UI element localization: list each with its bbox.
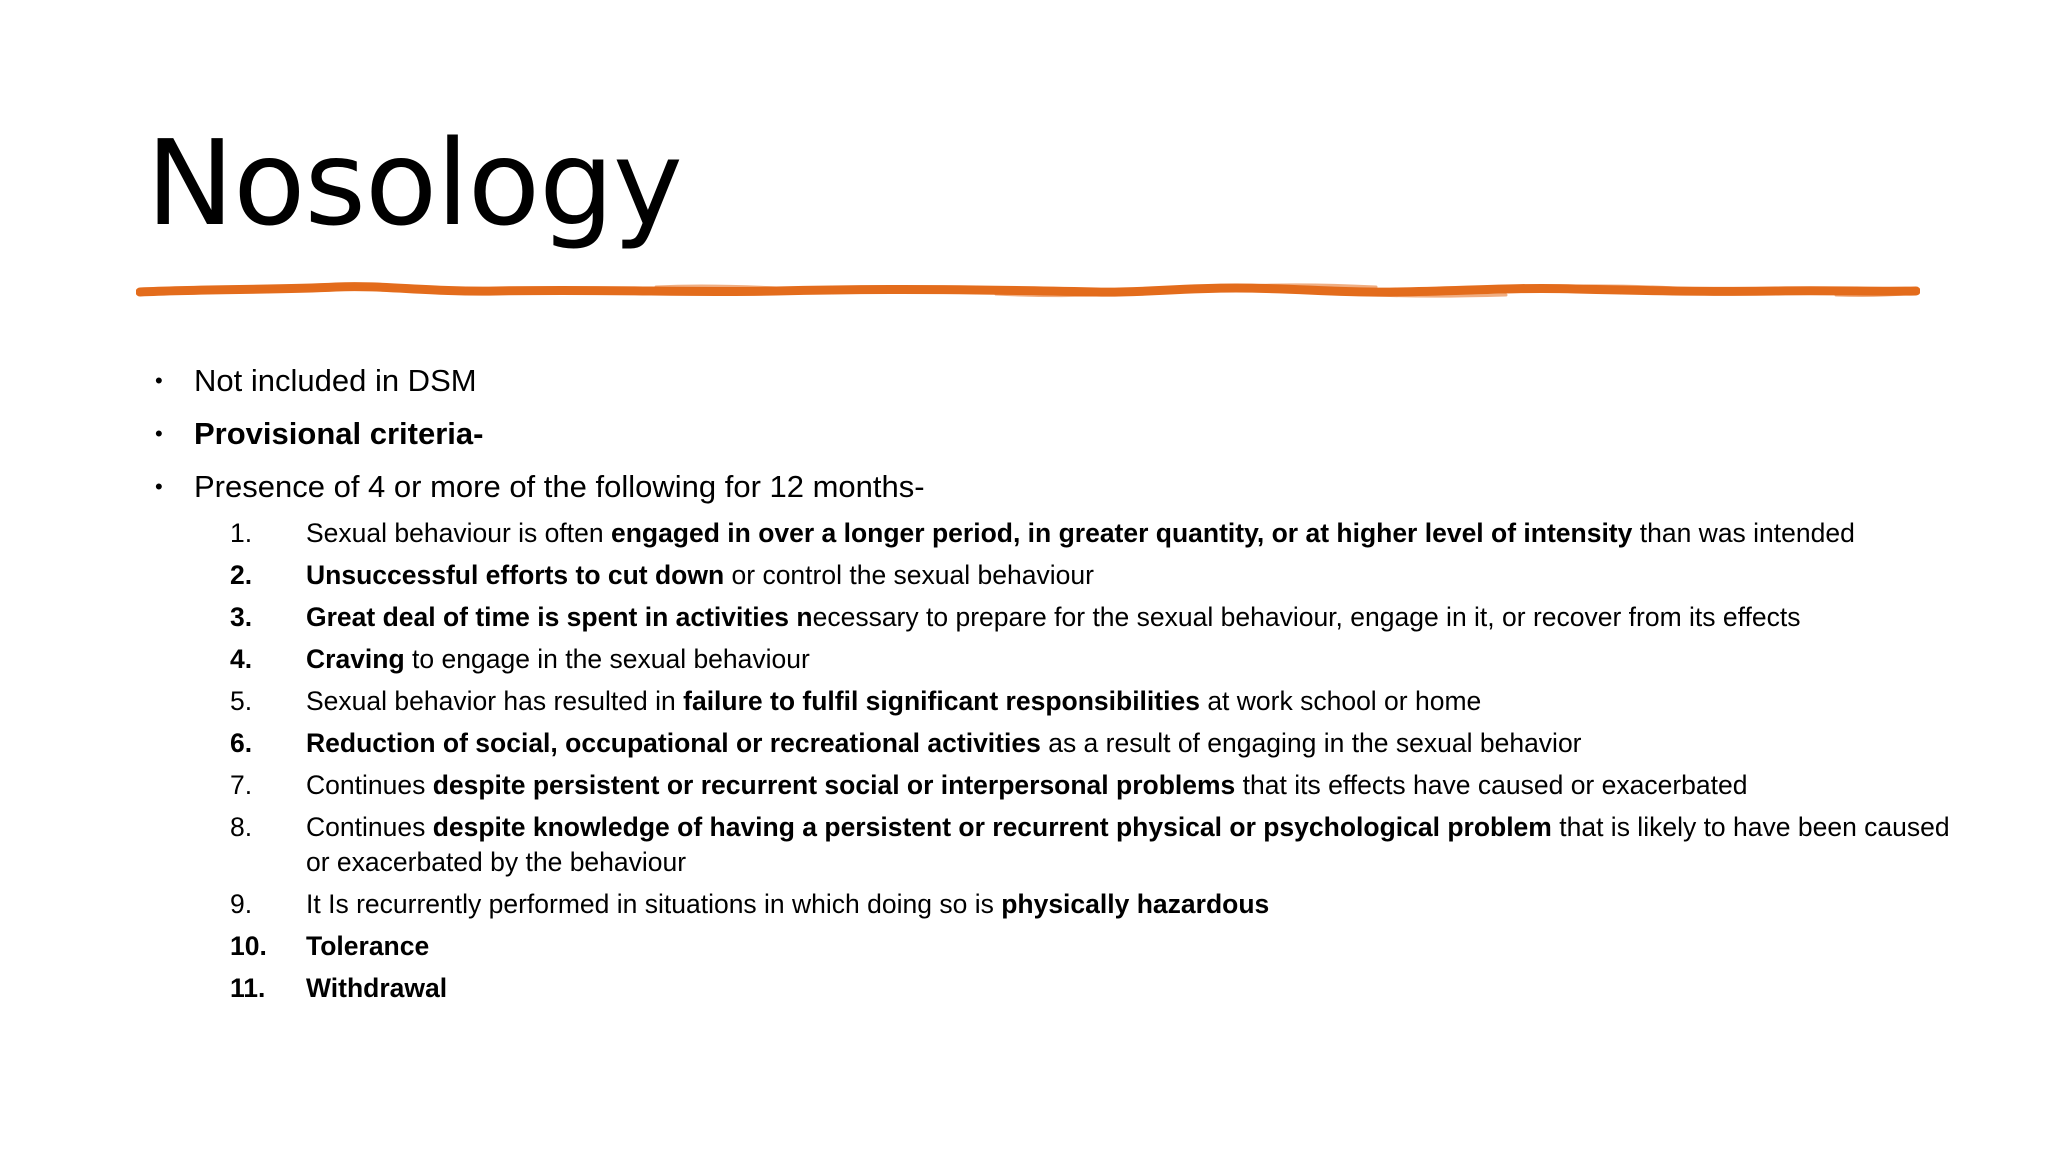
criteria-number: 9. bbox=[230, 889, 253, 919]
criteria-text-segment: that its effects have caused or exacerbated bbox=[1235, 770, 1748, 800]
criteria-text-emphasis: despite knowledge of having a persistent or recurrent physical or psychological problem bbox=[432, 812, 1552, 842]
bullet-item-provisional-criteria bbox=[152, 415, 1932, 453]
bullet-dot-icon: • bbox=[155, 421, 163, 446]
bullet-dot-icon: • bbox=[155, 474, 163, 499]
bullet-text: Not included in DSM bbox=[194, 363, 477, 398]
criteria-item bbox=[230, 810, 1950, 880]
criteria-text bbox=[306, 602, 1800, 632]
criteria-number: 6. bbox=[230, 728, 253, 758]
criteria-text bbox=[306, 728, 1582, 758]
criteria-item bbox=[230, 684, 1950, 719]
criteria-item bbox=[230, 642, 1950, 677]
criteria-text-emphasis: Tolerance bbox=[306, 931, 430, 961]
criteria-item bbox=[230, 600, 1950, 635]
bullet-text: Presence of 4 or more of the following for 12 months- bbox=[194, 469, 925, 504]
criteria-item bbox=[230, 726, 1950, 761]
criteria-text-emphasis: engaged in over a longer period, in greater quantity, or at higher level of intensity bbox=[610, 518, 1633, 548]
criteria-text bbox=[306, 686, 1481, 716]
criteria-number: 1. bbox=[230, 518, 253, 548]
criteria-text-segment: to engage in the sexual behaviour bbox=[404, 644, 810, 674]
title-underline-decoration bbox=[136, 278, 1920, 304]
criteria-text-emphasis: despite persistent or recurrent social or interpersonal problems bbox=[432, 770, 1236, 800]
bullet-item-presence-of-criteria bbox=[152, 468, 1932, 506]
criteria-text bbox=[306, 889, 1269, 919]
criteria-number: 7. bbox=[230, 770, 253, 800]
criteria-text-segment: Sexual behavior has resulted in bbox=[306, 686, 684, 716]
criteria-text bbox=[306, 518, 1855, 548]
criteria-text bbox=[306, 973, 447, 1003]
criteria-text-emphasis: Reduction of social, occupational or recreational activities bbox=[306, 728, 1041, 758]
criteria-number: 8. bbox=[230, 812, 253, 842]
criteria-number: 10. bbox=[230, 931, 267, 961]
criteria-item bbox=[230, 887, 1950, 922]
criteria-text-emphasis: Craving bbox=[306, 644, 405, 674]
criteria-text-segment: at work school or home bbox=[1199, 686, 1482, 716]
criteria-number: 11. bbox=[230, 973, 266, 1003]
criteria-text bbox=[306, 644, 810, 674]
criteria-text-emphasis: Withdrawal bbox=[306, 973, 448, 1003]
criteria-text-emphasis: physically hazardous bbox=[1001, 889, 1270, 919]
criteria-text-segment: Continues bbox=[306, 770, 433, 800]
criteria-item bbox=[230, 971, 1950, 1006]
bullet-list bbox=[152, 362, 1932, 521]
criteria-numbered-list bbox=[230, 516, 1950, 1013]
criteria-text bbox=[306, 770, 1747, 800]
bullet-text: Provisional criteria- bbox=[194, 416, 484, 451]
criteria-text-segment: Sexual behaviour is often bbox=[306, 518, 611, 548]
criteria-text-segment: ecessary to prepare for the sexual behaviour, engage in it, or recover from its effects bbox=[812, 602, 1801, 632]
criteria-text-segment: or control the sexual behaviour bbox=[724, 560, 1094, 590]
criteria-number: 3. bbox=[230, 602, 253, 632]
criteria-number: 4. bbox=[230, 644, 253, 674]
criteria-item bbox=[230, 768, 1950, 803]
criteria-text-emphasis: failure to fulfil significant responsibilities bbox=[683, 686, 1200, 716]
criteria-text-emphasis: Unsuccessful efforts to cut down bbox=[306, 560, 725, 590]
criteria-text-segment: than was intended bbox=[1632, 518, 1855, 548]
criteria-text-emphasis: Great deal of time is spent in activities n bbox=[306, 602, 813, 632]
criteria-text bbox=[306, 560, 1094, 590]
slide-title: Nosology bbox=[146, 114, 682, 252]
criteria-text-segment: that is likely to have been caused or exacerbated by the behaviour bbox=[306, 812, 1950, 877]
bullet-item-not-in-dsm bbox=[152, 362, 1932, 400]
criteria-text-segment: Continues bbox=[306, 812, 433, 842]
criteria-item bbox=[230, 929, 1950, 964]
criteria-item bbox=[230, 558, 1950, 593]
criteria-number: 2. bbox=[230, 560, 253, 590]
criteria-text bbox=[306, 931, 429, 961]
criteria-text-segment: as a result of engaging in the sexual behavior bbox=[1040, 728, 1582, 758]
criteria-text bbox=[306, 812, 1950, 877]
criteria-number: 5. bbox=[230, 686, 253, 716]
bullet-dot-icon: • bbox=[155, 368, 163, 393]
criteria-item bbox=[230, 516, 1950, 551]
criteria-text-segment: It Is recurrently performed in situations in which doing so is bbox=[306, 889, 1002, 919]
